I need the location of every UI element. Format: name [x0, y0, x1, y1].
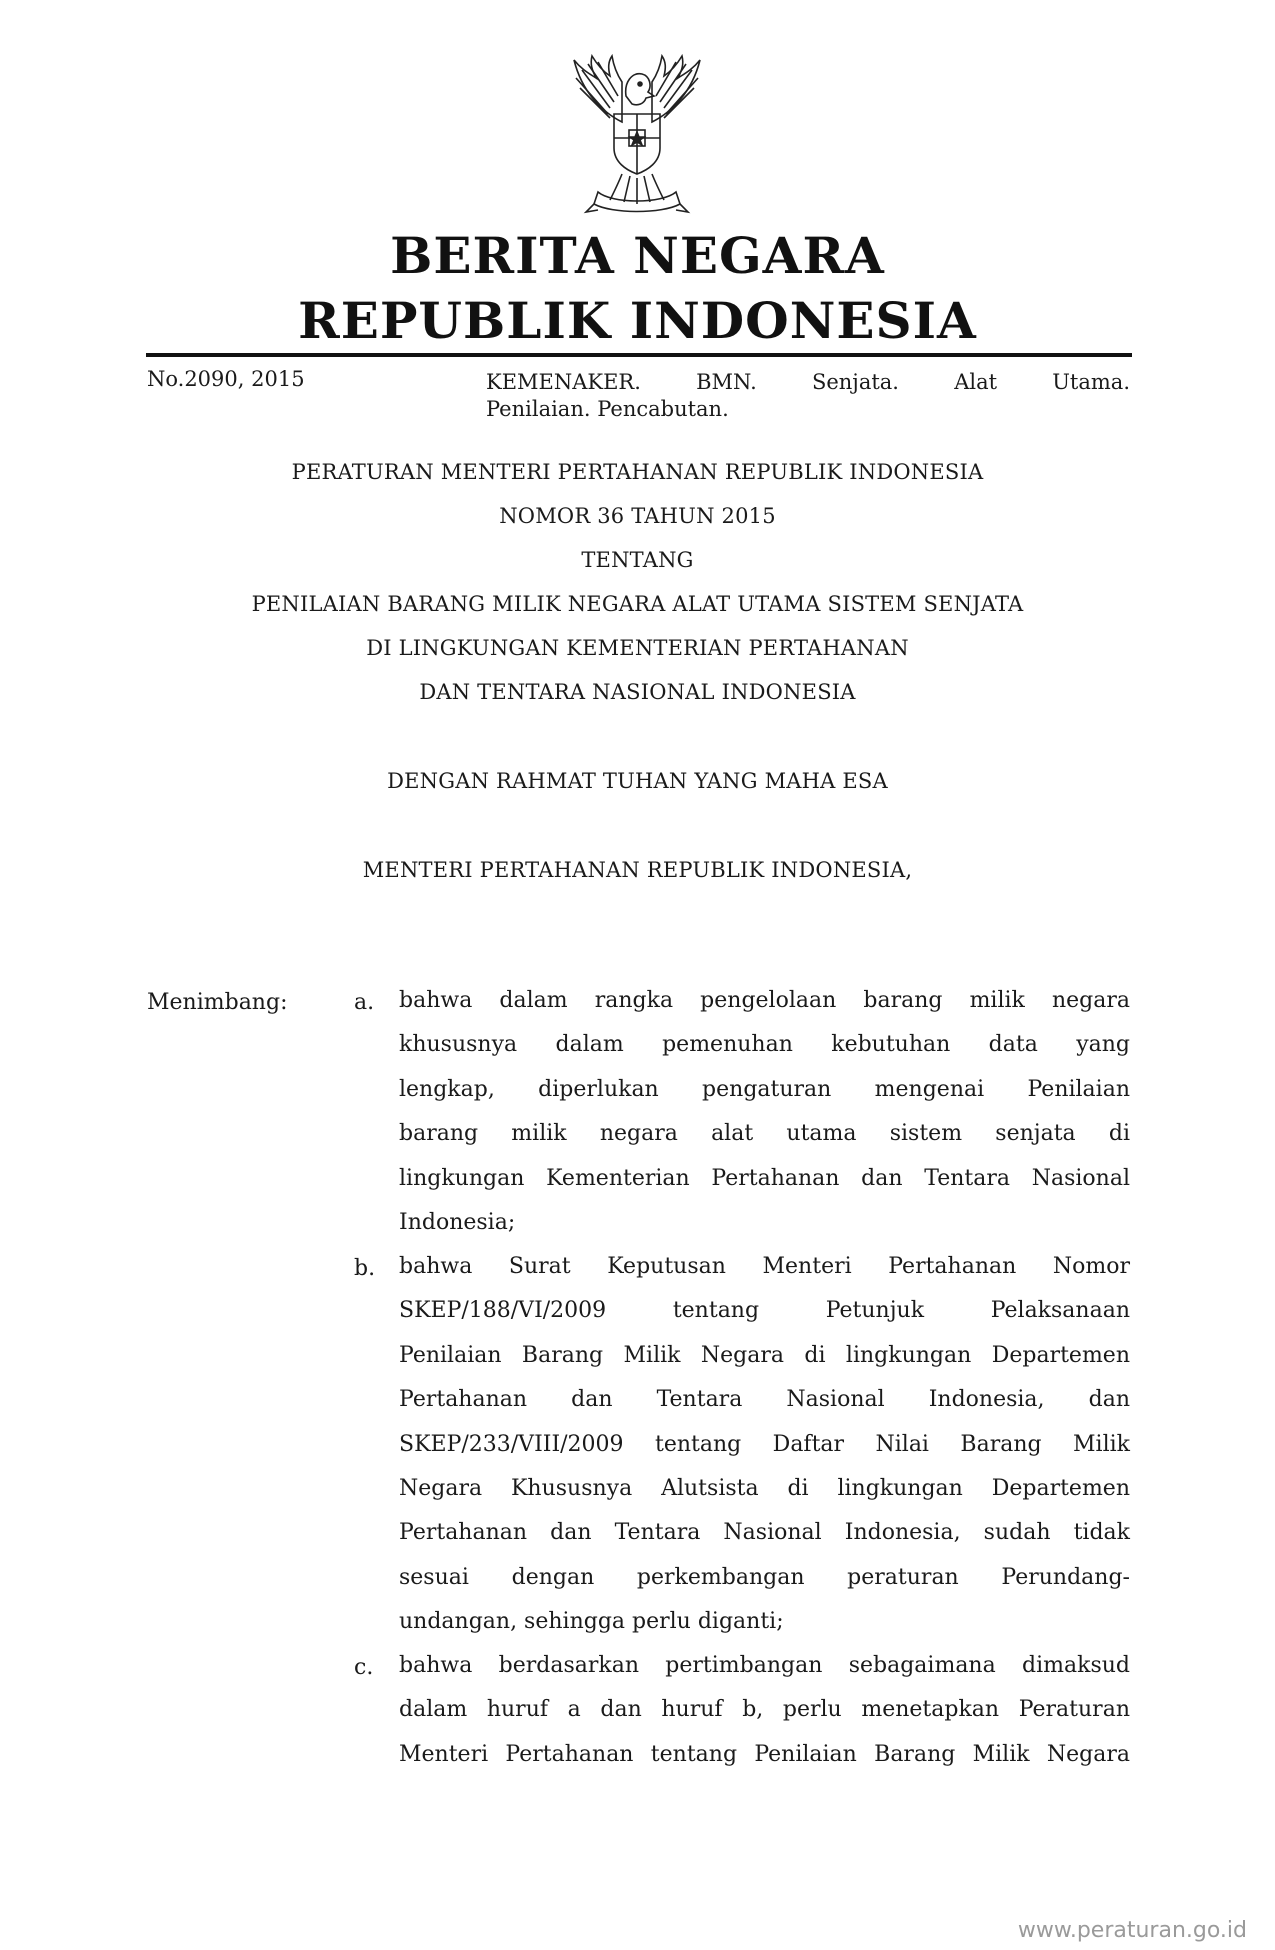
regulation-subject-line-2: DI LINGKUNGAN KEMENTERIAN PERTAHANAN [366, 636, 909, 660]
text-line: Pertahanan dan Tentara Nasional Indonesia, sudah tidak [399, 1520, 1130, 1546]
consideration-b [399, 1245, 1130, 1645]
text-line: Penilaian Barang Milik Negara di lingkungan Departemen [399, 1342, 1130, 1368]
text-line: Menteri Pertahanan tentang Penilaian Barang Milik Negara [399, 1741, 1130, 1767]
text-line: lingkungan Kementerian Pertahanan dan Tentara Nasional [399, 1165, 1130, 1191]
keyword-tag: Alat [954, 370, 998, 394]
keyword-tags-line-1 [486, 367, 1130, 397]
text-line: bahwa berdasarkan pertimbangan sebagaimana dimaksud [399, 1653, 1130, 1678]
text-line: undangan, sehingga perlu diganti; [399, 1609, 784, 1635]
keyword-tag: Senjata. [811, 370, 899, 394]
item-letter-a: a. [354, 990, 375, 1015]
regulation-subject-line-3: DAN TENTARA NASIONAL INDONESIA [419, 680, 856, 704]
regulation-about: TENTANG [581, 548, 694, 572]
regulation-number: NOMOR 36 TAHUN 2015 [499, 504, 776, 528]
consideration-c [399, 1644, 1130, 1777]
keyword-tags-line-2: Penilaian. Pencabutan. [486, 397, 729, 421]
item-letter-b: b. [354, 1256, 376, 1281]
garuda-emblem-icon [552, 52, 722, 220]
consideration-a [399, 979, 1130, 1245]
text-line: Pertahanan dan Tentara Nasional Indonesia, dan [399, 1387, 1130, 1413]
masthead-title: BERITA NEGARA [390, 226, 885, 285]
text-line: barang milik negara alat utama sistem senjata di [399, 1121, 1130, 1147]
text-line: lengkap, diperlukan pengaturan mengenai Penilaian [399, 1076, 1130, 1102]
item-letter-c: c. [354, 1655, 374, 1680]
masthead-divider [146, 353, 1132, 357]
regulation-title: PERATURAN MENTERI PERTAHANAN REPUBLIK INDONESIA [291, 460, 984, 484]
keyword-tag: Utama. [1052, 370, 1130, 394]
regulation-subject-line-1: PENILAIAN BARANG MILIK NEGARA ALAT UTAMA SISTEM SENJATA [251, 592, 1024, 616]
text-line: Indonesia; [399, 1209, 516, 1235]
text-line: sesuai dengan perkembangan peraturan Perundang- [399, 1564, 1130, 1590]
keyword-tag: KEMENAKER. [486, 370, 641, 394]
keyword-tag: BMN. [696, 370, 757, 394]
text-line: bahwa dalam rangka pengelolaan barang milik negara [399, 988, 1130, 1013]
issuing-authority: MENTERI PERTAHANAN REPUBLIK INDONESIA, [362, 858, 913, 882]
masthead-subtitle: REPUBLIK INDONESIA [298, 291, 977, 350]
text-line: SKEP/188/VI/2009 tentang Petunjuk Pelaksanaan [399, 1298, 1130, 1324]
text-line: SKEP/233/VIII/2009 tentang Daftar Nilai Barang Milik [399, 1431, 1130, 1457]
text-line: dalam huruf a dan huruf b, perlu menetapkan Peraturan [399, 1697, 1130, 1723]
text-line: khususnya dalam pemenuhan kebutuhan data yang [399, 1032, 1130, 1058]
text-line: Negara Khususnya Alutsista di lingkungan Departemen [399, 1475, 1130, 1501]
text-line: bahwa Surat Keputusan Menteri Pertahanan Nomor [399, 1254, 1130, 1279]
publication-number: No.2090, 2015 [147, 367, 305, 391]
source-watermark: www.peraturan.go.id [1017, 1918, 1247, 1943]
menimbang-label: Menimbang: [147, 990, 288, 1015]
invocation: DENGAN RAHMAT TUHAN YANG MAHA ESA [387, 769, 888, 793]
